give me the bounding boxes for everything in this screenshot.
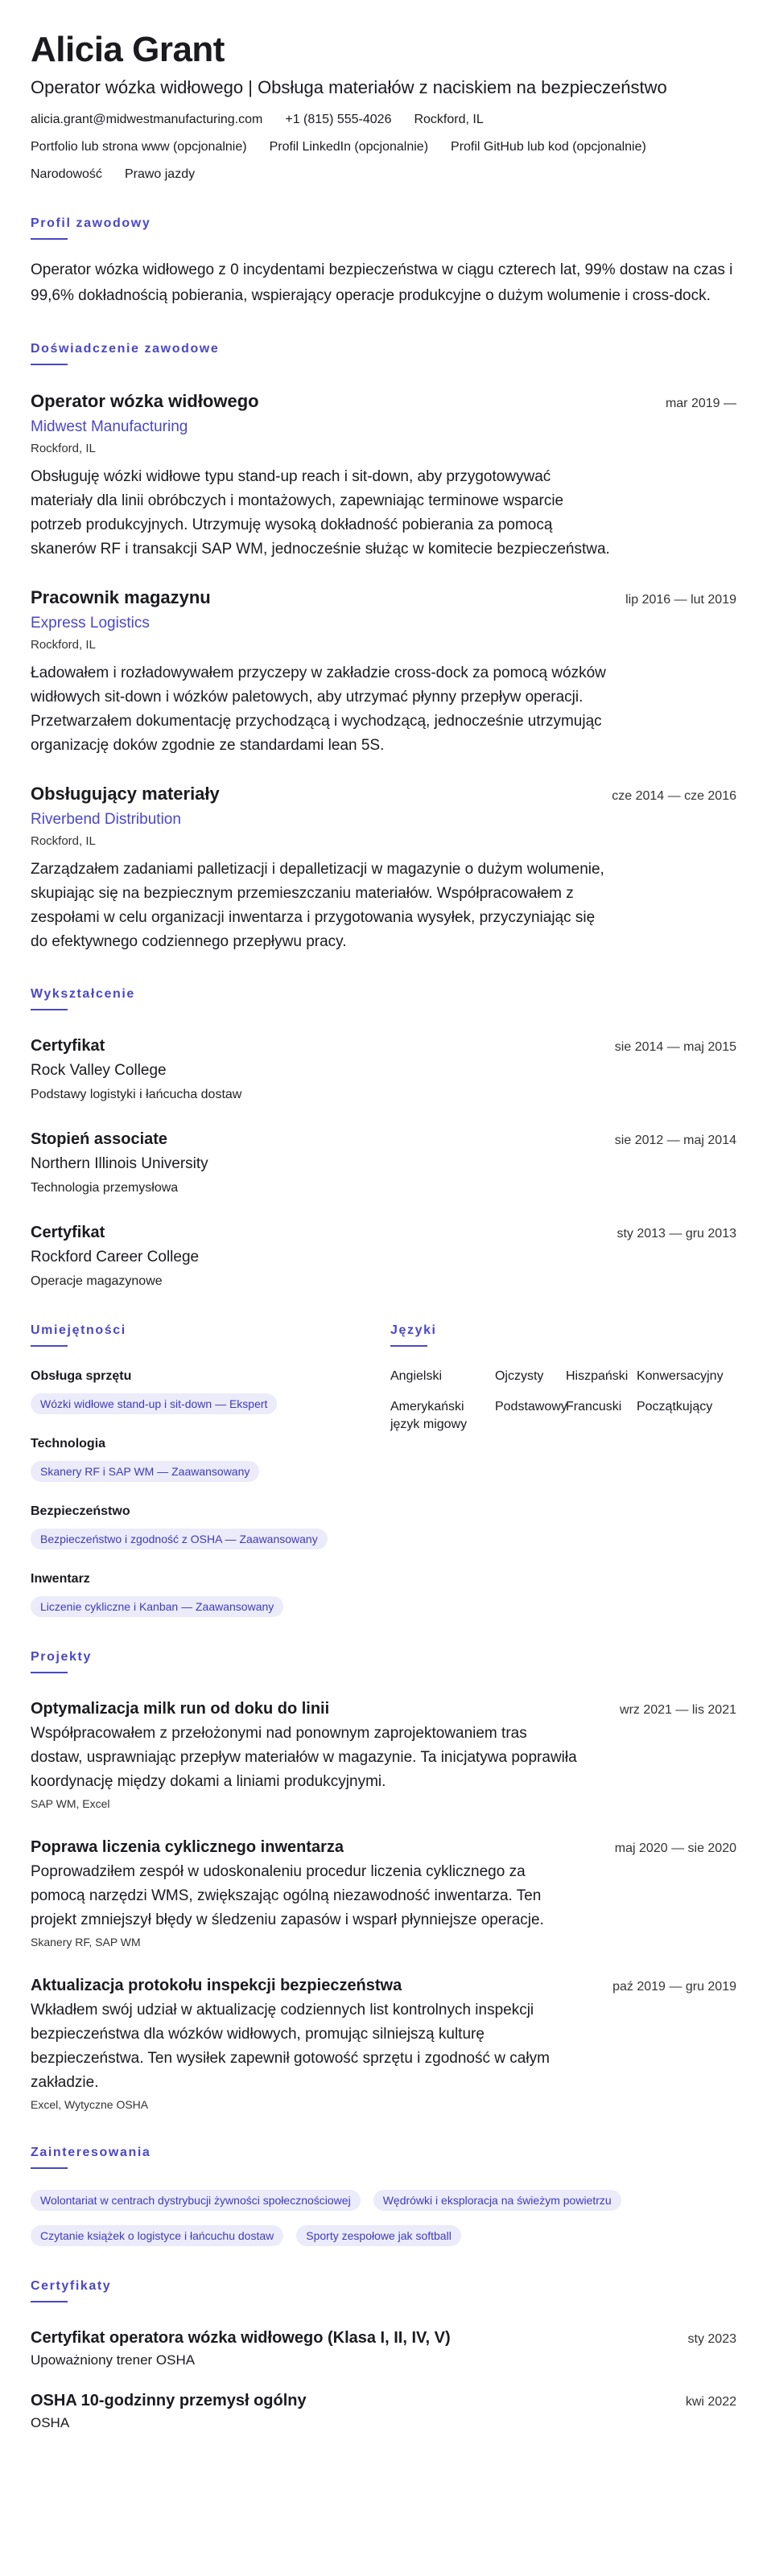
job-title: Obsługujący materiały — [31, 784, 220, 804]
education-field: Operacje magazynowe — [31, 1274, 163, 1288]
nationality: Narodowość — [31, 167, 102, 181]
job-company: Riverbend Distribution — [31, 811, 181, 828]
job-date: lip 2016 — lut 2019 — [625, 593, 736, 607]
certification-issuer: Upoważniony trener OSHA — [31, 2352, 196, 2368]
project-tools: Skanery RF, SAP WM — [31, 1936, 141, 1948]
interest-chip: Wędrówki i eksploracja na świeżym powietrzu — [373, 2190, 621, 2211]
interest-chip: Sporty zespołowe jak softball — [296, 2225, 461, 2246]
skill-category: Technologia — [31, 1437, 106, 1451]
job-entry — [31, 389, 736, 562]
education-school: Rockford Career College — [31, 1249, 200, 1265]
section-title: Doświadczenie zawodowe — [31, 342, 220, 356]
section-title: Wykształcenie — [31, 987, 135, 1001]
project-entry — [31, 1697, 736, 1812]
education-date: sty 2013 — gru 2013 — [616, 1227, 736, 1241]
section-divider — [31, 1009, 68, 1010]
education-field: Podstawy logistyki i łańcucha dostaw — [31, 1088, 242, 1101]
skill-category: Bezpieczeństwo — [31, 1504, 130, 1518]
education-date: sie 2014 — maj 2015 — [614, 1040, 736, 1054]
portfolio-link[interactable]: Portfolio lub strona www (opcjonalnie) — [31, 140, 247, 154]
projects-section — [31, 1649, 736, 2113]
section-divider — [31, 238, 68, 240]
skills-languages-row — [31, 1323, 736, 1617]
education-section — [31, 986, 736, 1290]
section-title: Zainteresowania — [31, 2146, 151, 2159]
github-link[interactable]: Profil GitHub lub kod (opcjonalnie) — [451, 140, 646, 154]
skill-chip: Wózki widłowe stand-up i sit-down — Ekspert — [31, 1393, 277, 1414]
project-title: Poprawa liczenia cyklicznego inwentarza — [31, 1838, 344, 1856]
project-date: wrz 2021 — lis 2021 — [620, 1703, 736, 1717]
job-entry — [31, 782, 736, 954]
contact-email[interactable]: alicia.grant@midwestmanufacturing.com — [31, 113, 263, 126]
language-name: Francuski — [565, 1400, 622, 1414]
certifications-section — [31, 2278, 736, 2433]
job-company: Express Logistics — [31, 615, 150, 632]
education-school: Rock Valley College — [31, 1062, 167, 1079]
job-location: Rockford, IL — [31, 834, 96, 848]
driving-license: Prawo jazdy — [124, 167, 196, 181]
skill-chip: Bezpieczeństwo i zgodność z OSHA — Zaawansowany — [31, 1529, 328, 1549]
project-date: paź 2019 — gru 2019 — [612, 1980, 736, 1994]
language-level: Początkujący — [636, 1400, 713, 1414]
project-entry — [31, 1836, 736, 1950]
project-entry — [31, 1974, 736, 2113]
section-title: Umiejętności — [31, 1323, 126, 1337]
project-title: Aktualizacja protokołu inspekcji bezpieczeństwa — [31, 1977, 402, 1994]
certification-date: kwi 2022 — [685, 2395, 736, 2409]
education-school: Northern Illinois University — [31, 1155, 208, 1172]
language-name: Angielski — [390, 1369, 442, 1383]
job-entry — [31, 586, 736, 758]
skill-group — [31, 1503, 379, 1549]
certification-entry — [31, 2327, 736, 2370]
languages-grid — [390, 1368, 736, 1434]
education-field: Technologia przemysłowa — [31, 1181, 179, 1195]
interests-section — [31, 2145, 736, 2261]
job-company: Midwest Manufacturing — [31, 418, 188, 435]
certification-title: OSHA 10-godzinny przemysł ogólny — [31, 2392, 307, 2409]
language-name: Hiszpański — [565, 1369, 629, 1383]
job-date: cze 2014 — cze 2016 — [612, 789, 736, 803]
interest-chip: Czytanie książek o logistyce i łańcuchu dostaw — [31, 2225, 283, 2246]
education-degree: Stopień associate — [31, 1130, 168, 1148]
linkedin-link[interactable]: Profil LinkedIn (opcjonalnie) — [269, 140, 429, 154]
section-title: Certyfikaty — [31, 2279, 112, 2293]
section-divider — [31, 364, 68, 365]
section-title: Profil zawodowy — [31, 216, 151, 230]
project-tools: SAP WM, Excel — [31, 1797, 110, 1810]
certification-date: sty 2023 — [687, 2332, 736, 2346]
job-date: mar 2019 — — [665, 397, 736, 410]
language-level: Podstawowy — [494, 1400, 567, 1414]
skill-group — [31, 1435, 379, 1482]
skill-group — [31, 1570, 379, 1617]
education-date: sie 2012 — maj 2014 — [614, 1134, 736, 1147]
job-title: Pracownik magazynu — [31, 587, 211, 607]
project-description: Współpracowałem z przełożonymi nad ponownym zaprojektowaniem tras dostaw, usprawniając przepływ materiałów w magazynie. Ta inicjatywa poprawiła koordynację między dokami a liniami produkcyjnymi. — [31, 1725, 577, 1790]
language-name: Amerykański język migowy — [390, 1400, 468, 1431]
section-divider — [31, 2167, 68, 2169]
section-divider — [31, 2301, 68, 2302]
interest-chip: Wolontariat w centrach dystrybucji żywności społecznościowej — [31, 2190, 361, 2211]
job-title: Operator wózka widłowego — [31, 391, 259, 411]
summary-section — [31, 216, 736, 309]
skills-section — [31, 1323, 379, 1617]
languages-section — [390, 1323, 736, 1617]
skill-group — [31, 1368, 379, 1414]
interests-list — [31, 2190, 736, 2261]
personal-row — [31, 166, 736, 183]
skill-chip: Skanery RF i SAP WM — Zaawansowany — [31, 1461, 259, 1482]
job-description: Ładowałem i rozładowywałem przyczepy w zakładzie cross-dock za pomocą wózków widłowych sit-down i wózków paletowych, aby utrzymać płynny przepływ operacji. Przetwarzałem dokumentację przychodzącą i wychodzącą, jednocześnie utrzymując organizację doków zgodnie ze standardami lean 5S. — [31, 665, 606, 754]
project-description: Wkładłem swój udział w aktualizację codziennych list kontrolnych inspekcji bezpieczeństwa dla wózków widłowych, promując silniejszą kulturę bezpieczeństwa. Ten wysiłek zapewnił gotowość sprzętu i zgodność w całym zakładzie. — [31, 2002, 550, 2091]
job-location: Rockford, IL — [31, 638, 96, 652]
education-degree: Certyfikat — [31, 1037, 105, 1055]
experience-section — [31, 341, 736, 954]
contact-location: Rockford, IL — [414, 113, 484, 126]
section-title: Projekty — [31, 1650, 92, 1664]
education-entry — [31, 1128, 736, 1197]
candidate-headline: Operator wózka widłowego | Obsługa materiałów z naciskiem na bezpieczeństwo — [31, 77, 667, 97]
summary-text: Operator wózka widłowego z 0 incydentami bezpieczeństwa w ciągu czterech lat, 99% dostaw na czas i 99,6% dokładnością pobierania, wspierający operacje produkcyjne o dużym wolumenie i cross-dock. — [31, 261, 733, 304]
project-description: Poprowadziłem zespół w udoskonaleniu procedur liczenia cyklicznego za pomocą narzędzi WMS, zwiększając ogólną niezawodność inwentarza. Ten projekt zmniejszył błędy w śledzeniu zapasów i wsparł płynniejsze operacje. — [31, 1863, 544, 1928]
certification-title: Certyfikat operatora wózka widłowego (Klasa I, II, IV, V) — [31, 2329, 451, 2347]
education-entry — [31, 1221, 736, 1290]
project-title: Optymalizacja milk run od doku do linii — [31, 1700, 330, 1718]
section-divider — [31, 1672, 68, 1673]
section-title: Języki — [390, 1323, 437, 1337]
job-description: Zarządzałem zadaniami palletizacji i depalletizacji w magazynie o dużym wolumenie, skupiając się na bezpiecznym przemieszczaniu materiałów. Współpracowałem z zespołami w celu organizacji inwentarza i przygotowania wysyłek, przyczyniając się do efektywnego codziennego przepływu pracy. — [31, 861, 604, 950]
section-divider — [390, 1345, 427, 1347]
contact-row — [31, 111, 736, 129]
job-location: Rockford, IL — [31, 442, 96, 455]
candidate-name: Alicia Grant — [31, 30, 225, 69]
skill-category: Inwentarz — [31, 1572, 90, 1586]
project-date: maj 2020 — sie 2020 — [614, 1841, 736, 1855]
language-level: Ojczysty — [494, 1369, 544, 1383]
project-tools: Excel, Wytyczne OSHA — [31, 2098, 149, 2111]
contact-phone[interactable]: +1 (815) 555-4026 — [285, 113, 392, 126]
links-row — [31, 138, 736, 156]
section-divider — [31, 1345, 68, 1347]
education-degree: Certyfikat — [31, 1224, 105, 1241]
job-description: Obsługuję wózki widłowe typu stand-up reach i sit-down, aby przygotowywać materiały dla linii obróbczych i montażowych, zapewniając terminowe wsparcie potrzeb produkcyjnych. Utrzymuję wysoką dokładność pobierania za pomocą skanerów RF i transakcji SAP WM, jednocześnie służąc w komitecie bezpieczeństwa. — [31, 468, 610, 558]
certification-entry — [31, 2389, 736, 2433]
certification-issuer: OSHA — [31, 2415, 70, 2430]
skill-chip: Liczenie cykliczne i Kanban — Zaawansowany — [31, 1596, 283, 1617]
skill-category: Obsługa sprzętu — [31, 1369, 132, 1383]
language-level: Konwersacyjny — [636, 1369, 724, 1383]
education-entry — [31, 1035, 736, 1104]
